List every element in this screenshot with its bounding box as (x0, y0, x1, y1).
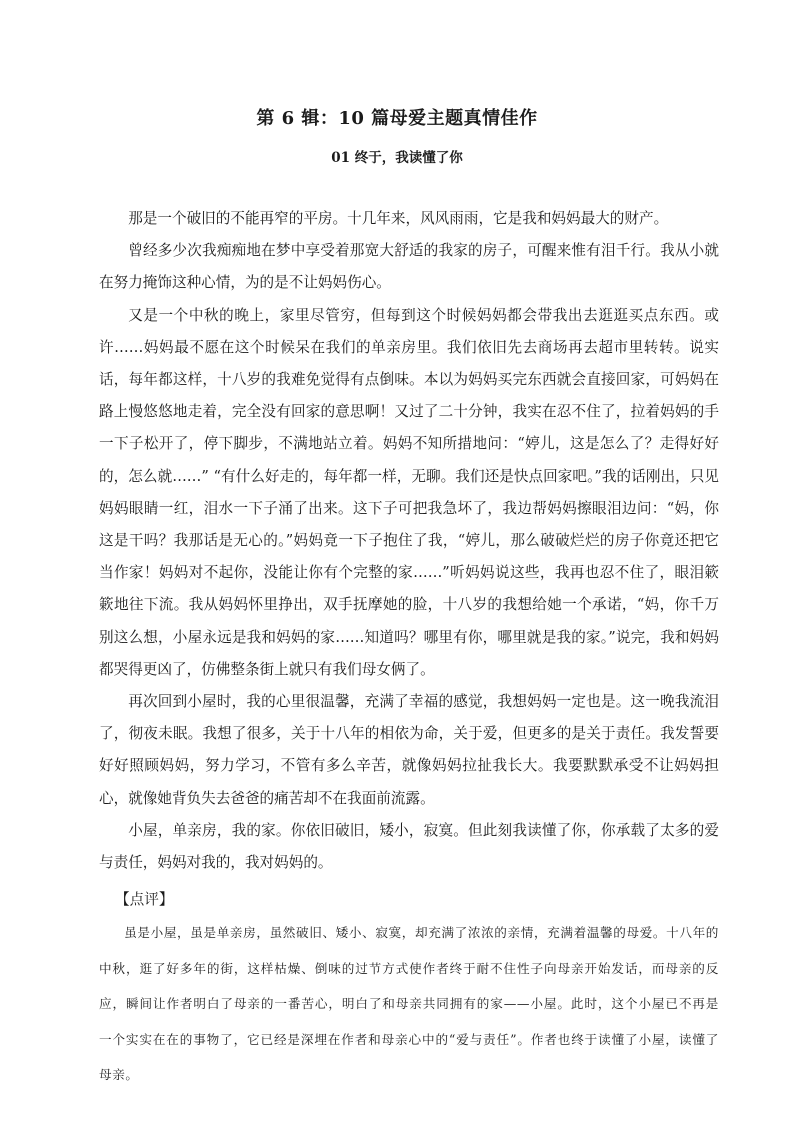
article-title: 01 终于，我读懂了你 (331, 150, 463, 166)
paragraph: 再次回到小屋时，我的心里很温馨，充满了幸福的感觉，我想妈妈一定也是。这一晚我流泪了，彻夜未眠。我想了很多，关于十八年的相依为命，关于爱，但更多的是关于责任。我发誓要好好照顾妈妈，努力学习，不管有多么辛苦，就像妈妈拉扯我长大。我要默默承受不让妈妈担心，就像她背负失去爸爸的痛苦却不在我面前流露。 (99, 693, 719, 807)
document-title: 第 6 辑：10 篇母爱主题真情佳作 (256, 108, 538, 129)
paragraph: 那是一个破旧的不能再窄的平房。十几年来，风风雨雨，它是我和妈妈最大的财产。 (128, 210, 669, 227)
comment-label: 【点评】 (115, 891, 174, 909)
article-body (99, 203, 719, 1093)
paragraph: 小屋，单亲房，我的家。你依旧破旧，矮小，寂寞。但此刻我读懂了你，你承载了太多的爱与责任，妈妈对我的，我对妈妈的。 (99, 821, 719, 872)
paragraph: 又是一个中秋的晚上，家里尽管穷，但每到这个时候妈妈都会带我出去逛逛买点东西。或许……妈妈最不愿在这个时候呆在我们的单亲房里。我们依旧先去商场再去超市里转转。说实话，每年都这样，十八岁的我难免觉得有点倒味。本以为妈妈买完东西就会直接回家，可妈妈在路上慢悠悠地走着，完全没有回家的意思啊！又过了二十分钟，我实在忍不住了，拉着妈妈的手一下子松开了，停下脚步，不满地站立着。妈妈不知所措地问：“婷儿，这是怎么了？走得好好的，怎么就……” “有什么好走的，每年都一样，无聊。我们还是快点回家吧。”我的话刚出，只见妈妈眼睛一红，泪水一下子涌了出来。这下子可把我急坏了，我边帮妈妈擦眼泪边问：“妈，你这是干吗？我那话是无心的。”妈妈竟一下子抱住了我，“婷儿，那么破破烂烂的房子你竟还把它当作家！妈妈对不起你，没能让你有个完整的家……”听妈妈说这些，我再也忍不住了，眼泪簌簌地往下流。我从妈妈怀里挣出，双手抚摩她的脸，十八岁的我想给她一个承诺，“妈，你千万别这么想，小屋永远是我和妈妈的家……知道吗？哪里有你，哪里就是我的家。”说完，我和妈妈都哭得更凶了，仿佛整条街上就只有我们母女俩了。 (99, 306, 719, 678)
paragraph: 曾经多少次我痴痴地在梦中享受着那宽大舒适的我家的房子，可醒来惟有泪千行。我从小就在努力掩饰这种心情，为的是不让妈妈伤心。 (99, 242, 719, 292)
comment-text: 虽是小屋，虽是单亲房，虽然破旧、矮小、寂寞，却充满了浓浓的亲情，充满着温馨的母爱。十八年的中秋，逛了好多年的街，这样枯燥、倒味的过节方式使作者终于耐不住性子向母亲开始发话，而母亲的反应，瞬间让作者明白了母亲的一番苦心，明白了和母亲共同拥有的家——小屋。此时，这个小屋已不再是一个实实在在的事物了，它已经是深埋在作者和母亲心中的“爱与责任”。作者也终于读懂了小屋，读懂了母亲。 (99, 925, 719, 1083)
